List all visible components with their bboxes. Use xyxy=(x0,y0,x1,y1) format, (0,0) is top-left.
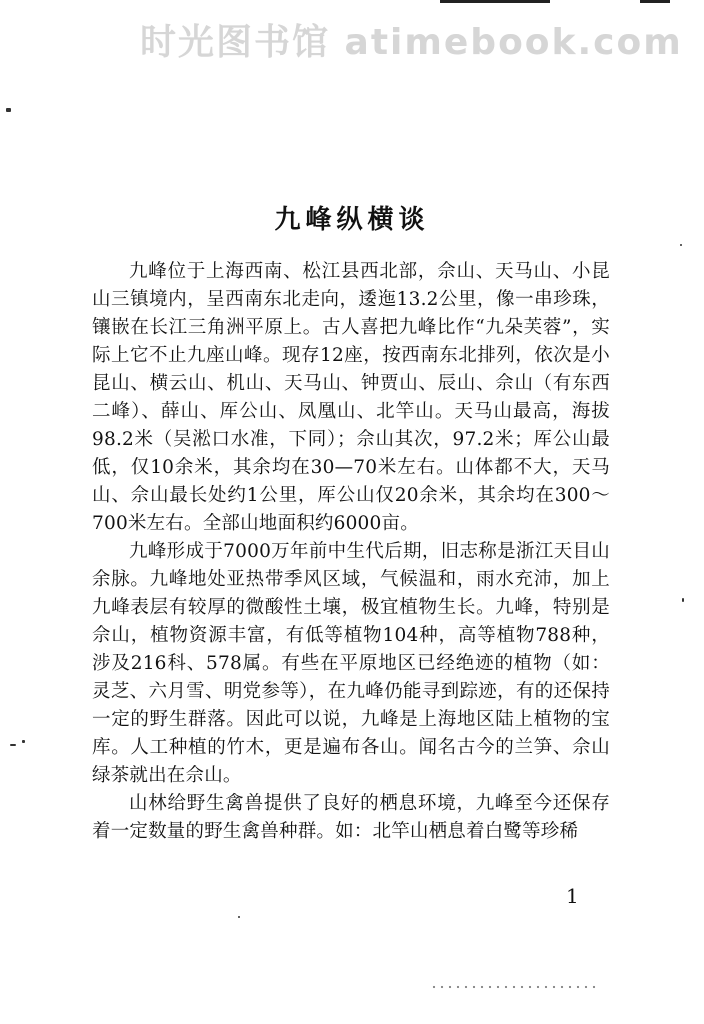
scan-speck xyxy=(10,744,16,746)
body-text xyxy=(92,258,610,846)
scan-noise xyxy=(430,985,600,989)
watermark: 时光图书馆 atimebook.com xyxy=(140,22,683,58)
scan-top-rule xyxy=(440,0,550,3)
scan-speck xyxy=(22,740,25,743)
paragraph: 山林给野生禽兽提供了良好的栖息环境，九峰至今还保存着一定数量的野生禽兽种群。如：北竿山栖息着白鹭等珍稀 xyxy=(92,793,610,842)
scan-top-rule-right xyxy=(640,0,670,3)
page-number: 1 xyxy=(566,884,579,908)
scan-speck xyxy=(238,916,240,918)
scan-speck xyxy=(680,244,682,246)
scan-speck xyxy=(6,108,11,112)
page-title: 九峰纵横谈 xyxy=(274,205,430,236)
scan-speck xyxy=(682,598,684,602)
paragraph: 九峰形成于7000万年前中生代后期，旧志称是浙江天目山余脉。九峰地处亚热带季风区域，气候温和，雨水充沛，加上九峰表层有较厚的微酸性土壤，极宜植物生长。九峰，特别是佘山，植物资源丰富，有低等植物104种，高等植物788种，涉及216科、578属。有些在平原地区已经绝迹的植物（如：灵芝、六月雪、明党参等），在九峰仍能寻到踪迹，有的还保持一定的野生群落。因此可以说，九峰是上海地区陆上植物的宝库。人工种植的竹木，更是遍布各山。闻名古今的兰笋、佘山绿茶就出在佘山。 xyxy=(92,541,610,786)
paragraph: 九峰位于上海西南、松江县西北部，佘山、天马山、小昆山三镇境内，呈西南东北走向，逶迤13.2公里，像一串珍珠，镶嵌在长江三角洲平原上。古人喜把九峰比作“九朵芙蓉”，实际上它不止九座山峰。现存12座，按西南东北排列，依次是小昆山、横云山、机山、天马山、钟贾山、辰山、佘山（有东西二峰）、薛山、厍公山、凤凰山、北竿山。天马山最高，海拔98.2米（吴淞口水准，下同）；佘山其次，97.2米；厍公山最低，仅10余米，其余均在30—70米左右。山体都不大，天马山、佘山最长处约1公里，厍公山仅20余米，其余均在300～700米左右。全部山地面积约6000亩。 xyxy=(92,261,610,534)
